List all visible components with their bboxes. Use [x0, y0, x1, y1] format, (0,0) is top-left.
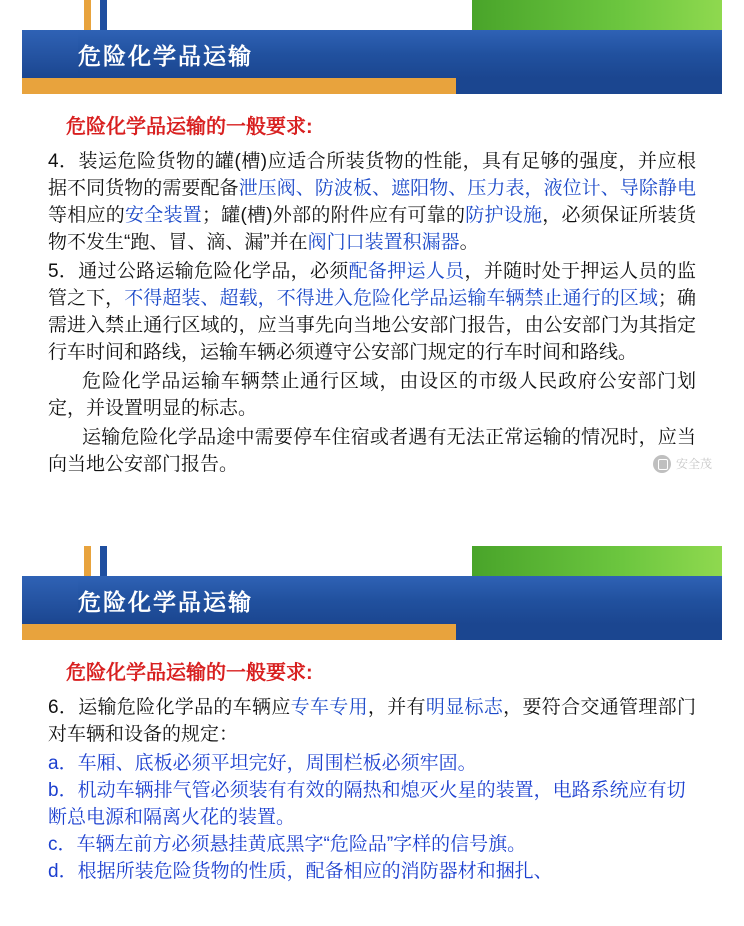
slide-1-body	[22, 94, 722, 489]
slide-2-title: 危险化学品运输	[78, 588, 253, 615]
slide-2-title-bar	[22, 576, 722, 624]
run-text: 6．运输危险化学品的车辆应	[48, 697, 291, 718]
slide-1-subhead: 危险化学品运输的一般要求:	[66, 116, 313, 138]
run-text: 等相应的	[48, 204, 125, 226]
run-text: 运输危险化学品途中需要停车住宿或者遇有无法正常运输的情况时，应当向当地公安部门报告。	[48, 426, 696, 475]
green-band	[472, 0, 722, 30]
slide-2-top-decoration	[22, 546, 722, 576]
run-text: ；罐(槽)外部的附件应有可靠的	[201, 204, 466, 226]
run-text: ，并随时处于押运人员的监管之下，	[48, 260, 696, 309]
slide-1-title: 危险化学品运输	[78, 42, 253, 69]
run-text-highlight: 防护设施	[465, 204, 543, 226]
slide-1-title-bar	[22, 30, 722, 78]
title-bar-accent	[22, 30, 78, 78]
run-text: ，并有	[367, 697, 426, 718]
run-text-highlight: 阀门口装置积漏器	[307, 231, 460, 253]
slide-1	[22, 0, 722, 520]
paragraph-item6	[48, 695, 696, 749]
run-text: ，必须保证所装货物不发生“跑、冒、滴、漏”并在	[48, 204, 696, 253]
run-text: 危险化学品运输车辆禁止通行区域，由设区的市级人民政府公安部门划定，并设置明显的标志。	[48, 370, 696, 419]
orange-tick	[84, 546, 91, 576]
slide-1-top-decoration	[22, 0, 722, 30]
paragraph-item5c	[48, 425, 696, 479]
watermark	[653, 455, 712, 473]
run-text-highlight: 专车专用	[290, 697, 368, 718]
slide-2-under-bar	[22, 624, 722, 640]
paragraph-item6d: d．根据所装危险货物的性质，配备相应的消防器材和捆扎、	[48, 860, 553, 882]
run-text: 5．通过公路运输危险化学品，必须	[48, 260, 349, 282]
paragraph-item6a: a．车厢、底板必须平坦完好，周围栏板必须牢固。	[48, 752, 477, 774]
slide-2-body	[22, 640, 722, 894]
blue-tick	[100, 0, 107, 30]
slide-1-under-bar	[22, 78, 722, 94]
title-bar-accent	[22, 576, 78, 624]
slide-2	[22, 546, 722, 926]
green-band	[472, 546, 722, 576]
under-bar-notch	[456, 78, 722, 94]
run-text: ，要符合交通管理部门对车辆和设备的规定：	[48, 697, 696, 745]
paragraph-item6b: b．机动车辆排气管必须装有有效的隔热和熄灭火星的装置，电路系统应有切断总电源和隔离火花的装置。	[48, 779, 686, 828]
under-bar-notch	[456, 624, 722, 640]
paragraph-item6c: c．车辆左前方必须悬挂黄底黑字“危险品”字样的信号旗。	[48, 833, 527, 855]
run-text: ；确需进入禁止通行区域的，应当事先向当地公安部门报告，由公安部门为其指定行车时间和路线，运输车辆必须遵守公安部门规定的行车时间和路线。	[48, 287, 696, 363]
run-text-highlight: 泄压阀、防波板、遮阳物、压力表，液位计、导除静电	[238, 177, 696, 199]
run-text-highlight: 明显标志	[425, 697, 504, 718]
slide-separator	[0, 520, 744, 534]
blue-tick	[100, 546, 107, 576]
run-text: 。	[459, 231, 479, 253]
run-text-highlight: 不得超装、超载，不得进入危险化学品运输车辆禁止通行的区域	[124, 287, 658, 309]
paragraph-item5b	[48, 369, 696, 423]
paragraph-item5	[48, 259, 696, 367]
run-text-highlight: 配备押运人员	[348, 260, 465, 282]
watermark-text: 安全茂	[675, 457, 712, 472]
orange-tick	[84, 0, 91, 30]
paragraph-item4	[48, 149, 696, 257]
shield-icon	[653, 455, 671, 473]
run-text-highlight: 安全装置	[124, 204, 202, 226]
run-text: 4．装运危险货物的罐(槽)应适合所装货物的性能，具有足够的强度，并应根据不同货物的需要配备	[48, 151, 696, 199]
slide-2-subhead: 危险化学品运输的一般要求:	[66, 662, 313, 684]
